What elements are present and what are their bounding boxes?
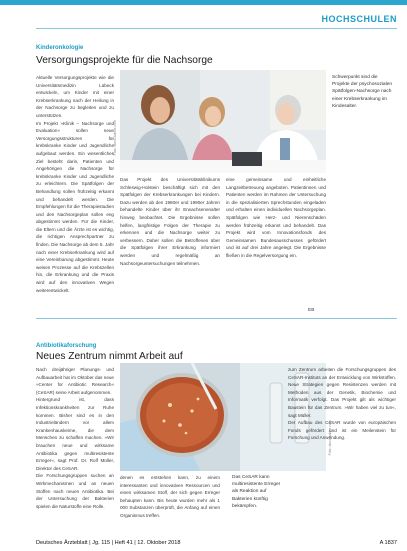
section-header: HOCHSCHULEN [321, 14, 397, 24]
article2-headline: Neues Zentrum nimmt Arbeit auf [36, 351, 183, 362]
article2-kicker: Antibiotikaforschung [36, 343, 97, 349]
footer-page-number: A 1837 [379, 540, 397, 546]
article2-column-2: denen es entstehen kann, zu einem interessanten und innovativen Ressourcen und einen wirksamen Stoff, der sich gegen Erreger behaupten kann. Bis heute wurden mehr als 1 000 Substanzen überprüft, die Anfang auf einen Organismus treffen. [120, 475, 220, 518]
article1-headline: Versorgungsprojekte für die Nachsorge [36, 55, 213, 66]
top-color-bar [0, 0, 407, 5]
article2-column-3: zum Zentrum arbeiten die Forschungsgruppen des CeSAR-Instituts an der Entwicklung von Wirkstoffen. Neue Strategien gegen Resistenzen werden mit Methoden aus der Genetik, Biochemie und Informatik verfolgt. Das Projekt gilt als wichtiger Baustein für das Zentrum. »Wir haben viel zu tun«, sagt Müller. Der Aufbau des CeSAR wurde von europäischen Fonds gefördert und ist ein Meilenstein für Forschung und Anwendung. [288, 367, 396, 441]
doctor-consultation-image [120, 70, 326, 173]
article1-column-3: eine gemeinsame und einheitliche Langzeitbetreuung angeboten. Patientinnen und Patienten werden im Rahmen der Untersuchung in die spezialisierten Sprechstunden eingeladen und erhalten einen individuellen Nachsorgeplan. Spätfolgen wie Herz- und Nierenschäden werden frühzeitig erkannt und behandelt. Das Projekt wird vom Innovationsfonds des Gemeinsamen Bundesausschusses gefördert und ist auf drei Jahre angelegt. Die Ergebnisse fließen in die Regelversorgung ein. [226, 177, 326, 258]
article1-photo-credit: Foto: stock.adobe.com [113, 120, 117, 156]
article2-photo-credit: Foto: stock.adobe.com [328, 420, 332, 456]
article1-photo [120, 70, 326, 173]
article1-column-1: Aktuelle Versorgungsprojekte wie die Universitätsmedizin Lübeck entwickeln, um Kinder mit einer Krebserkrankung nach der Heilung in der Nachsorge zu begleiten und zu unterstützen. Im Projekt »Klinik – Nachsorge und Evaluation« sollen neue Versorgungsstrukturen für krebskranke Kinder und Jugendliche aufgebaut werden. Ein wesentliches Ziel besteht darin, Patienten und Angehörigen die Nachsorge für krebskranke Kinder und Jugendliche zu erleichtern. Die Spätfolgen der Behandlung sollen frühzeitig erkannt und behandelt werden. Die Empfehlungen für die Therapiestudien und den Nachsorgeplan sollen eng abgestimmt werden. Für die Kinder, die Eltern und die Ärzte ist es wichtig, die richtigen Ansprechpartner zu finden. Die Nachsorge ab dem 5. Jahr nach einer Krebserkrankung wird auf eine Vereinbarung abgestimmt. Heute weisen Prozesse auf die Krebszellen hin, die Erkrankung und die Praxis wird auf den innovativen Wegen weiterentwickelt. [36, 75, 114, 293]
article1-kicker: Kinderonkologie [36, 45, 84, 51]
article1-signature: EB [308, 308, 315, 313]
article2-column-1: Nach dreijähriger Planungs- und Aufbauarbeit hat im Oktober das neue »Center for Antibiotic Research« (CeSAR) seine Arbeit aufgenommen. Hintergrund ist, dass Infektionskrankheiten zur Ruhe kommen. Bisher sind es in den Industrieländern vor allem Krankenhauskeime, die dem Menschen zu schaffen machen. »Wir brauchen neue und wirksame Antibiotika gegen multiresistente Erreger«, sagt Prof. Dr. Rolf Müller, Direktor des CeSAR. Die Forschungsgruppen suchen an Wirkmechanismen und an neuen Stoffen nach neuen Antibiotika. Bei der Untersuchung der Bakterien spielen die Naturstoffe eine Rolle. [36, 367, 114, 509]
article1-caption: Schwerpunkt sind die Projekte der psychosozialen Spätfolgen-Nachsorge nach einer Krebserkrankung im Kindesalter. [332, 75, 392, 109]
section-rule [36, 28, 397, 29]
footer-issue-info: Deutsches Ärzteblatt | Jg. 115 | Heft 41 | 12. Oktober 2018 [36, 540, 181, 546]
article1-column-2: Das Projekt des Universitätsklinikums Schleswig-Holstein beschäftigt sich mit den Spätfolgen der Krebserkrankungen bei Kindern. Dazu werden ab den 1980er und 1990er Jahren behandelte Kinder über ihr Erwachsenenalter hinweg beobachtet. Die Ergebnisse sollen helfen, langfristige Folgen der Therapie zu erkennen und die Nachsorge weiter zu verbessern. Daher sollen die Betroffenen über die Spätfolgen ihrer Erkrankung informiert werden und regelmäßig an Nachsorgeuntersuchungen teilnehmen. [120, 177, 220, 266]
article-divider [36, 318, 397, 319]
article2-caption: Das CeSAR kann multiresistente Erreger als Reaktion auf Bakterien künftig bekämpfen. [232, 475, 281, 509]
